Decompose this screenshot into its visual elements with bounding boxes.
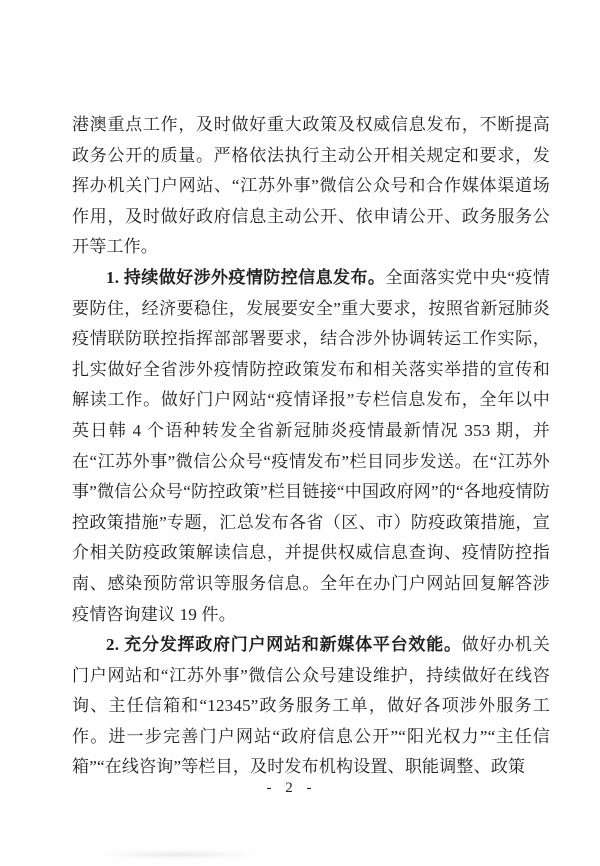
- paragraph-heading: 1. 持续做好涉外疫情防控信息发布。: [106, 267, 386, 287]
- paragraph-text: 全面落实党中央“疫情要防住，经济要稳住，发展要安全”重大要求，按照省新冠肺炎疫情联防联控指挥部部署要求，结合涉外协调转运工作实际，扎实做好全省涉外疫情防控政策发布和相关落实举措的宣传和解读工作。做好门户网站“疫情译报”专栏信息发布，全年以中英日韩 4 个语种转发全省新冠肺炎疫情最新情况 353 期，并在“江苏外事”微信公众号“疫情发布”栏目同步发送。在“江苏外事”微信公众号“防控政策”栏目链接“中国政府网”的“各地疫情防控政策措施”专题，汇总发布各省（区、市）防疫政策措施，宣介相关防疫政策解读信息，并提供权威信息查询、疫情防控指南、感染预防常识等服务信息。全年在办门户网站回复解答涉疫情咨询建议 19 件。: [72, 267, 550, 624]
- paragraph-text: 港澳重点工作，及时做好重大政策及权威信息发布，不断提高政务公开的质量。严格依法执行主动公开相关规定和要求，发挥办机关门户网站、“江苏外事”微信公众号和合作媒体渠道场作用，及时做好政府信息主动公开、依申请公开、政务服务公开等工作。: [72, 115, 550, 257]
- document-body: [72, 110, 550, 783]
- scan-artifact: [95, 850, 260, 859]
- paragraph-heading: 2. 充分发挥政府门户网站和新媒体平台效能。: [106, 635, 462, 655]
- paragraph-continuation: [72, 110, 550, 263]
- paragraph-item-1: [72, 263, 550, 630]
- page-number: - 2 -: [266, 780, 314, 796]
- paragraph-text: 做好办机关门户网站和“江苏外事”微信公众号建设维护，持续做好在线咨询、主任信箱和“12345”政务服务工单，做好各项涉外服务工作。进一步完善门户网站“政府信息公开”“阳光权力”“主任信箱”“在线咨询”等栏目，及时发布机构设置、职能调整、政策: [72, 635, 550, 777]
- paragraph-item-2: [72, 630, 550, 783]
